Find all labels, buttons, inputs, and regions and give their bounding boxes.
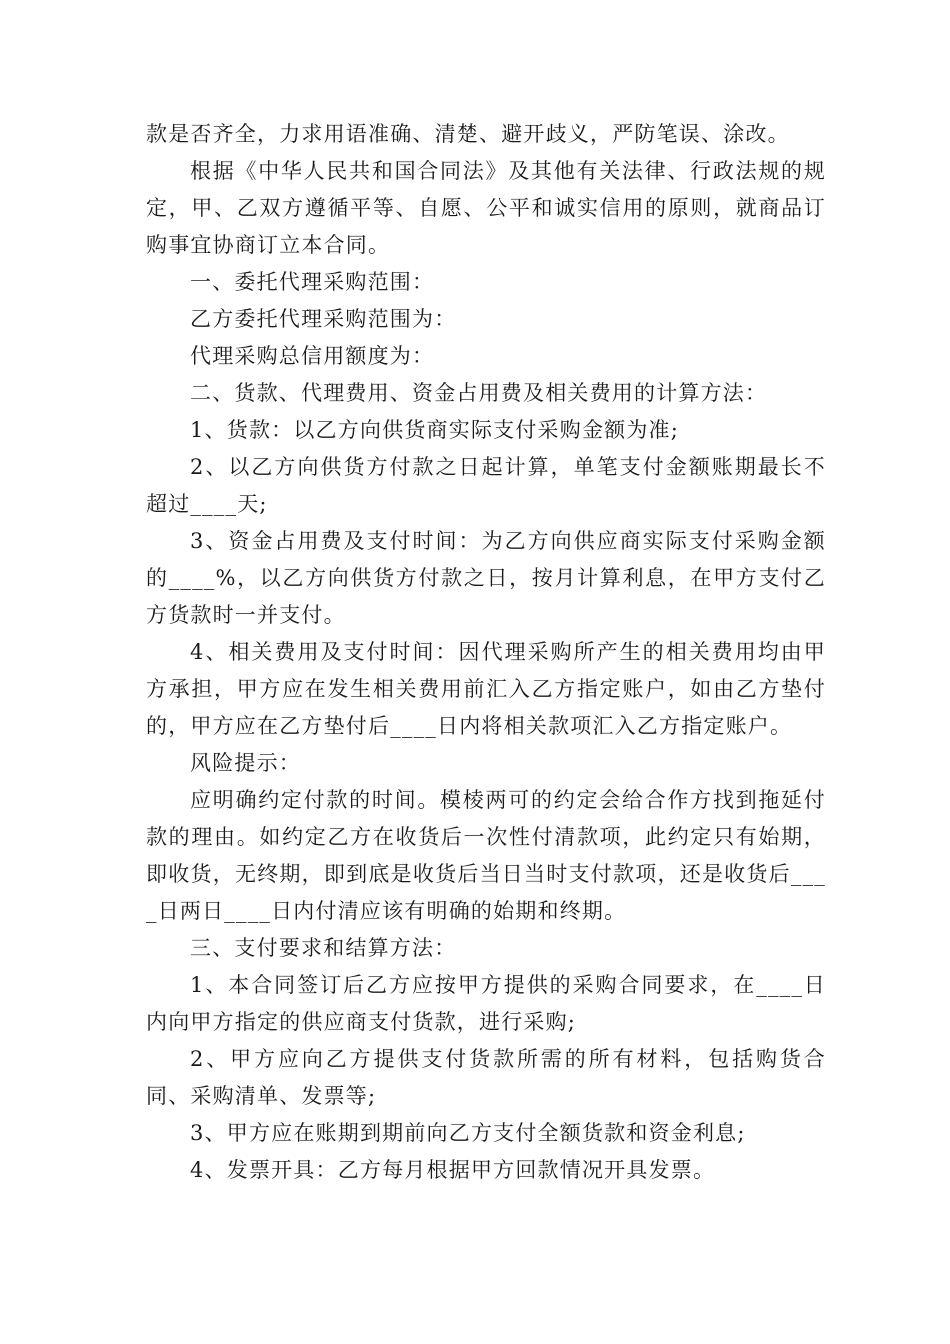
risk-warning-text: 应明确约定付款的时间。模棱两可的约定会给合作方找到拖延付款的理由。如约定乙方在收货后一次性付清款项，此约定只有始期，即收货，无终期，即到底是收货后当日当时支付款项，还是收货后____日两日____日内付清应该有明确的始期和终期。: [146, 788, 826, 923]
clause-materials: 2、甲方应向乙方提供支付货款所需的所有材料，包括购货合同、采购清单、发票等;: [146, 1047, 826, 1108]
clause-related-fees: 4、相关费用及支付时间：因代理采购所产生的相关费用均由甲方承担，甲方应在发生相关费用前汇入乙方指定账户，如由乙方垫付的，甲方应在乙方垫付后____日内将相关款项汇入乙方指定账户。: [146, 640, 826, 738]
document-body: [146, 116, 826, 1189]
clause-purchase-payment: 1、本合同签订后乙方应按甲方提供的采购合同要求，在____日内向甲方指定的供应商支付货款，进行采购;: [146, 973, 826, 1034]
clause-payment-amount: 1、货款：以乙方向供货商实际支付采购金额为准;: [190, 418, 680, 442]
section-heading-calculation: 二、货款、代理费用、资金占用费及相关费用的计算方法：: [190, 381, 768, 405]
paragraph-credit-limit: 代理采购总信用额度为：: [190, 344, 435, 368]
section-heading-settlement: 三、支付要求和结算方法：: [190, 936, 457, 960]
paragraph-preamble: 根据《中华人民共和国合同法》及其他有关法律、行政法规的规定，甲、乙双方遵循平等、自愿、公平和诚实信用的原则，就商品订购事宜协商订立本合同。: [146, 159, 826, 257]
clause-invoice: 4、发票开具：乙方每月根据甲方回款情况开具发票。: [190, 1158, 716, 1182]
paragraph-clause-continuation: 款是否齐全，力求用语准确、清楚、避开歧义，严防笔误、涂改。: [146, 122, 790, 146]
paragraph-scope: 乙方委托代理采购范围为：: [190, 307, 457, 331]
clause-payment-term: 2、以乙方向供货方付款之日起计算，单笔支付金额账期最长不超过____天;: [146, 455, 826, 516]
section-heading-scope: 一、委托代理采购范围：: [190, 270, 435, 294]
risk-warning-heading: 风险提示：: [190, 751, 301, 775]
clause-capital-fee: 3、资金占用费及支付时间：为乙方向供应商实际支付采购金额的____%，以乙方向供货方付款之日，按月计算利息，在甲方支付乙方货款时一并支付。: [146, 529, 826, 627]
clause-full-payment: 3、甲方应在账期到期前向乙方支付全额货款和资金利息;: [190, 1121, 746, 1145]
